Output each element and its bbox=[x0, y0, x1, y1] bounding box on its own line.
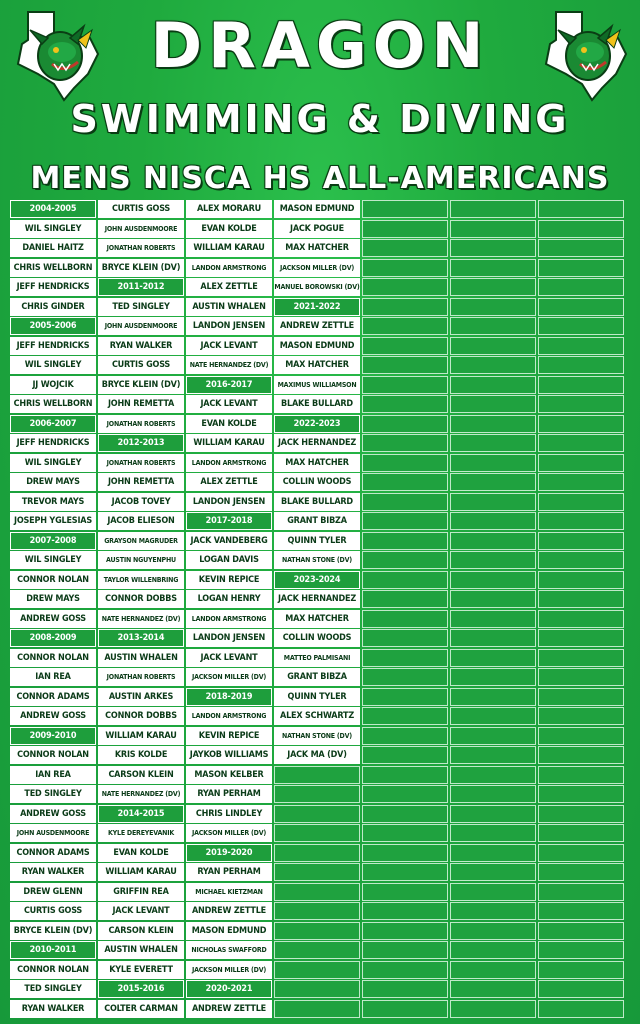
athlete-name: ANDREW GOSS bbox=[10, 610, 96, 628]
empty-slot bbox=[362, 980, 448, 998]
athlete-name: NATHAN STONE (DV) bbox=[274, 727, 360, 745]
athlete-name: JOSEPH YGLESIAS bbox=[10, 512, 96, 530]
empty-slot bbox=[538, 590, 624, 608]
empty-slot bbox=[538, 298, 624, 316]
athlete-name: LANDON JENSEN bbox=[186, 629, 272, 647]
athlete-name: KYLE EVERETT bbox=[98, 961, 184, 979]
empty-slot bbox=[538, 551, 624, 569]
empty-slot bbox=[362, 200, 448, 218]
athlete-name: TAYLOR WILLENBRING bbox=[98, 571, 184, 589]
athlete-name: KEVIN REPICE bbox=[186, 571, 272, 589]
empty-slot bbox=[450, 941, 536, 959]
athlete-name: JACKSON MILLER (DV) bbox=[186, 668, 272, 686]
empty-slot bbox=[362, 883, 448, 901]
empty-slot bbox=[362, 688, 448, 706]
empty-slot bbox=[538, 805, 624, 823]
empty-slot bbox=[538, 434, 624, 452]
empty-slot bbox=[538, 356, 624, 374]
empty-slot bbox=[362, 454, 448, 472]
athlete-name: JACK LEVANT bbox=[186, 649, 272, 667]
athlete-name: AUSTIN NGUYENPHU bbox=[98, 551, 184, 569]
athlete-name: WILLIAM KARAU bbox=[98, 727, 184, 745]
athlete-name: CONNOR ADAMS bbox=[10, 844, 96, 862]
empty-slot bbox=[362, 707, 448, 725]
empty-slot bbox=[538, 863, 624, 881]
empty-slot bbox=[450, 707, 536, 725]
empty-slot bbox=[362, 668, 448, 686]
athlete-name: JOHN AUSDENMOORE bbox=[10, 824, 96, 842]
athlete-name: WIL SINGLEY bbox=[10, 551, 96, 569]
athlete-name: IAN REA bbox=[10, 766, 96, 784]
athlete-name: BRYCE KLEIN (DV) bbox=[10, 922, 96, 940]
empty-slot bbox=[450, 473, 536, 491]
empty-slot bbox=[538, 1000, 624, 1018]
empty-slot bbox=[362, 649, 448, 667]
empty-slot bbox=[450, 239, 536, 257]
empty-slot bbox=[450, 863, 536, 881]
athlete-name: RYAN PERHAM bbox=[186, 863, 272, 881]
empty-slot bbox=[538, 571, 624, 589]
athlete-name: JOHN REMETTA bbox=[98, 473, 184, 491]
empty-slot bbox=[362, 317, 448, 335]
section-heading: MENS NISCA HS ALL-AMERICANS bbox=[30, 161, 610, 196]
athlete-name: BRYCE KLEIN (DV) bbox=[98, 259, 184, 277]
athlete-name: ANDREW ZETTLE bbox=[186, 902, 272, 920]
athlete-name: JACK HERNANDEZ bbox=[274, 590, 360, 608]
athlete-name: JACK LEVANT bbox=[186, 395, 272, 413]
athlete-name: CONNOR NOLAN bbox=[10, 649, 96, 667]
empty-slot bbox=[538, 473, 624, 491]
empty-slot bbox=[538, 317, 624, 335]
season-year-label: 2019-2020 bbox=[186, 844, 272, 862]
athlete-name: GRAYSON MAGRUDER bbox=[98, 532, 184, 550]
empty-slot bbox=[538, 785, 624, 803]
athlete-name: NATHAN STONE (DV) bbox=[274, 551, 360, 569]
athlete-name: CHRIS GINDER bbox=[10, 298, 96, 316]
athlete-name: AUSTIN WHALEN bbox=[98, 649, 184, 667]
athlete-name: JACK MA (DV) bbox=[274, 746, 360, 764]
athlete-name: MASON KELBER bbox=[186, 766, 272, 784]
athlete-name: DANIEL HAITZ bbox=[10, 239, 96, 257]
athlete-name: TREVOR MAYS bbox=[10, 493, 96, 511]
athlete-name: CONNOR NOLAN bbox=[10, 746, 96, 764]
season-year-label: 2004-2005 bbox=[10, 200, 96, 218]
empty-slot bbox=[538, 532, 624, 550]
empty-slot bbox=[362, 337, 448, 355]
athlete-name: CHRIS LINDLEY bbox=[186, 805, 272, 823]
empty-slot bbox=[450, 629, 536, 647]
empty-slot bbox=[450, 902, 536, 920]
athlete-name: JACK LEVANT bbox=[186, 337, 272, 355]
athlete-name: GRIFFIN REA bbox=[98, 883, 184, 901]
athlete-name: JONATHAN ROBERTS bbox=[98, 668, 184, 686]
all-americans-grid bbox=[10, 200, 624, 1019]
athlete-name: IAN REA bbox=[10, 668, 96, 686]
empty-slot bbox=[538, 259, 624, 277]
athlete-name: NATE HERNANDEZ (DV) bbox=[98, 785, 184, 803]
empty-slot bbox=[362, 961, 448, 979]
empty-slot bbox=[450, 454, 536, 472]
season-year-label: 2016-2017 bbox=[186, 376, 272, 394]
season-year-label: 2011-2012 bbox=[98, 278, 184, 296]
athlete-name: LANDON ARMSTRONG bbox=[186, 259, 272, 277]
empty-slot bbox=[538, 746, 624, 764]
empty-slot bbox=[362, 571, 448, 589]
empty-slot bbox=[450, 746, 536, 764]
athlete-name: MAX HATCHER bbox=[274, 454, 360, 472]
empty-slot bbox=[362, 395, 448, 413]
athlete-name: GRANT BIBZA bbox=[274, 668, 360, 686]
athlete-name: COLLIN WOODS bbox=[274, 473, 360, 491]
empty-slot bbox=[538, 844, 624, 862]
athlete-name: MAX HATCHER bbox=[274, 610, 360, 628]
empty-slot bbox=[362, 239, 448, 257]
empty-slot bbox=[362, 376, 448, 394]
empty-slot bbox=[538, 902, 624, 920]
season-year-label: 2022-2023 bbox=[274, 415, 360, 433]
empty-slot bbox=[538, 220, 624, 238]
athlete-name: COLTER CARMAN bbox=[98, 1000, 184, 1018]
empty-slot bbox=[362, 766, 448, 784]
athlete-name: JAYKOB WILLIAMS bbox=[186, 746, 272, 764]
empty-slot bbox=[450, 688, 536, 706]
athlete-name: QUINN TYLER bbox=[274, 532, 360, 550]
empty-slot bbox=[538, 278, 624, 296]
empty-slot bbox=[362, 805, 448, 823]
empty-slot bbox=[362, 941, 448, 959]
empty-slot bbox=[450, 317, 536, 335]
athlete-name: JACOB TOVEY bbox=[98, 493, 184, 511]
athlete-name: ALEX MORARU bbox=[186, 200, 272, 218]
athlete-name: JOHN REMETTA bbox=[98, 395, 184, 413]
athlete-name: JACK VANDEBERG bbox=[186, 532, 272, 550]
athlete-name: KRIS KOLDE bbox=[98, 746, 184, 764]
athlete-name: CONNOR NOLAN bbox=[10, 961, 96, 979]
season-year-label: 2012-2013 bbox=[98, 434, 184, 452]
athlete-name: JOHN AUSDENMOORE bbox=[98, 317, 184, 335]
athlete-name: NATE HERNANDEZ (DV) bbox=[186, 356, 272, 374]
athlete-name: LANDON ARMSTRONG bbox=[186, 610, 272, 628]
athlete-name: CURTIS GOSS bbox=[98, 356, 184, 374]
athlete-name: EVAN KOLDE bbox=[186, 220, 272, 238]
season-year-label: 2005-2006 bbox=[10, 317, 96, 335]
empty-slot bbox=[538, 727, 624, 745]
athlete-name: KYLE DEREYEVANIK bbox=[98, 824, 184, 842]
empty-slot bbox=[450, 337, 536, 355]
athlete-name: RYAN WALKER bbox=[98, 337, 184, 355]
empty-slot bbox=[450, 766, 536, 784]
empty-slot bbox=[538, 376, 624, 394]
athlete-name: MAXIMUS WILLIAMSON bbox=[274, 376, 360, 394]
empty-slot bbox=[450, 571, 536, 589]
athlete-name: AUSTIN WHALEN bbox=[186, 298, 272, 316]
athlete-name: LOGAN DAVIS bbox=[186, 551, 272, 569]
empty-slot bbox=[362, 922, 448, 940]
athlete-name: GRANT BIBZA bbox=[274, 512, 360, 530]
athlete-name: CARSON KLEIN bbox=[98, 766, 184, 784]
season-year-label: 2009-2010 bbox=[10, 727, 96, 745]
athlete-name: CURTIS GOSS bbox=[10, 902, 96, 920]
empty-slot bbox=[362, 785, 448, 803]
empty-slot bbox=[362, 298, 448, 316]
empty-slot bbox=[362, 220, 448, 238]
athlete-name: NATE HERNANDEZ (DV) bbox=[98, 610, 184, 628]
empty-slot bbox=[538, 395, 624, 413]
athlete-name: JONATHAN ROBERTS bbox=[98, 239, 184, 257]
empty-slot bbox=[538, 668, 624, 686]
empty-slot bbox=[274, 824, 360, 842]
athlete-name: CONNOR NOLAN bbox=[10, 571, 96, 589]
athlete-name: BLAKE BULLARD bbox=[274, 395, 360, 413]
season-year-label: 2021-2022 bbox=[274, 298, 360, 316]
athlete-name: MANUEL BOROWSKI (DV) bbox=[274, 278, 360, 296]
empty-slot bbox=[538, 454, 624, 472]
empty-slot bbox=[450, 727, 536, 745]
athlete-name: ALEX ZETTLE bbox=[186, 473, 272, 491]
athlete-name: JACK POGUE bbox=[274, 220, 360, 238]
empty-slot bbox=[538, 980, 624, 998]
athlete-name: ANDREW ZETTLE bbox=[186, 1000, 272, 1018]
empty-slot bbox=[362, 532, 448, 550]
athlete-name: RYAN WALKER bbox=[10, 1000, 96, 1018]
athlete-name: ANDREW GOSS bbox=[10, 707, 96, 725]
empty-slot bbox=[362, 259, 448, 277]
athlete-name: CHRIS WELLBORN bbox=[10, 259, 96, 277]
season-year-label: 2023-2024 bbox=[274, 571, 360, 589]
empty-slot bbox=[450, 668, 536, 686]
page-title: DRAGON bbox=[150, 9, 490, 82]
athlete-name: JONATHAN ROBERTS bbox=[98, 415, 184, 433]
athlete-name: AUSTIN WHALEN bbox=[98, 941, 184, 959]
empty-slot bbox=[450, 980, 536, 998]
season-year-label: 2015-2016 bbox=[98, 980, 184, 998]
page-subtitle: SWIMMING & DIVING bbox=[70, 97, 570, 141]
athlete-name: MATTEO PALMISANI bbox=[274, 649, 360, 667]
empty-slot bbox=[538, 883, 624, 901]
empty-slot bbox=[538, 493, 624, 511]
empty-slot bbox=[362, 902, 448, 920]
athlete-name: LANDON JENSEN bbox=[186, 493, 272, 511]
empty-slot bbox=[362, 434, 448, 452]
athlete-name: RYAN WALKER bbox=[10, 863, 96, 881]
empty-slot bbox=[362, 863, 448, 881]
athlete-name: MASON EDMUND bbox=[274, 200, 360, 218]
empty-slot bbox=[538, 766, 624, 784]
empty-slot bbox=[450, 376, 536, 394]
empty-slot bbox=[450, 1000, 536, 1018]
empty-slot bbox=[450, 298, 536, 316]
empty-slot bbox=[362, 844, 448, 862]
empty-slot bbox=[538, 824, 624, 842]
empty-slot bbox=[450, 200, 536, 218]
empty-slot bbox=[538, 512, 624, 530]
empty-slot bbox=[274, 922, 360, 940]
empty-slot bbox=[274, 785, 360, 803]
athlete-name: CHRIS WELLBORN bbox=[10, 395, 96, 413]
athlete-name: MAX HATCHER bbox=[274, 239, 360, 257]
empty-slot bbox=[362, 746, 448, 764]
empty-slot bbox=[450, 415, 536, 433]
athlete-name: WILLIAM KARAU bbox=[186, 239, 272, 257]
empty-slot bbox=[450, 356, 536, 374]
empty-slot bbox=[538, 415, 624, 433]
empty-slot bbox=[362, 551, 448, 569]
header bbox=[0, 0, 640, 200]
empty-slot bbox=[538, 941, 624, 959]
empty-slot bbox=[274, 980, 360, 998]
empty-slot bbox=[362, 512, 448, 530]
athlete-name: AUSTIN ARKES bbox=[98, 688, 184, 706]
athlete-name: JEFF HENDRICKS bbox=[10, 278, 96, 296]
athlete-name: JACOB ELIESON bbox=[98, 512, 184, 530]
empty-slot bbox=[450, 805, 536, 823]
athlete-name: WIL SINGLEY bbox=[10, 220, 96, 238]
athlete-name: TED SINGLEY bbox=[98, 298, 184, 316]
empty-slot bbox=[538, 649, 624, 667]
empty-slot bbox=[538, 200, 624, 218]
athlete-name: RYAN PERHAM bbox=[186, 785, 272, 803]
empty-slot bbox=[538, 629, 624, 647]
athlete-name: DREW MAYS bbox=[10, 473, 96, 491]
empty-slot bbox=[274, 844, 360, 862]
empty-slot bbox=[362, 824, 448, 842]
empty-slot bbox=[450, 844, 536, 862]
athlete-name: BLAKE BULLARD bbox=[274, 493, 360, 511]
empty-slot bbox=[362, 610, 448, 628]
season-year-label: 2017-2018 bbox=[186, 512, 272, 530]
season-year-label: 2006-2007 bbox=[10, 415, 96, 433]
empty-slot bbox=[450, 590, 536, 608]
athlete-name: JEFF HENDRICKS bbox=[10, 434, 96, 452]
athlete-name: ANDREW GOSS bbox=[10, 805, 96, 823]
empty-slot bbox=[450, 551, 536, 569]
empty-slot bbox=[274, 1000, 360, 1018]
athlete-name: COLLIN WOODS bbox=[274, 629, 360, 647]
empty-slot bbox=[450, 785, 536, 803]
athlete-name: EVAN KOLDE bbox=[98, 844, 184, 862]
athlete-name: JOHN AUSDENMOORE bbox=[98, 220, 184, 238]
athlete-name: DREW MAYS bbox=[10, 590, 96, 608]
athlete-name: KEVIN REPICE bbox=[186, 727, 272, 745]
athlete-name: ALEX ZETTLE bbox=[186, 278, 272, 296]
athlete-name: LANDON ARMSTRONG bbox=[186, 707, 272, 725]
athlete-name: WILLIAM KARAU bbox=[186, 434, 272, 452]
empty-slot bbox=[362, 727, 448, 745]
athlete-name: EVAN KOLDE bbox=[186, 415, 272, 433]
athlete-name: BRYCE KLEIN (DV) bbox=[98, 376, 184, 394]
athlete-name: CONNOR DOBBS bbox=[98, 707, 184, 725]
athlete-name: CONNOR ADAMS bbox=[10, 688, 96, 706]
athlete-name: MASON EDMUND bbox=[274, 337, 360, 355]
athlete-name: JACKSON MILLER (DV) bbox=[274, 259, 360, 277]
athlete-name: DREW GLENN bbox=[10, 883, 96, 901]
athlete-name: MICHAEL KIETZMAN bbox=[186, 883, 272, 901]
athlete-name: QUINN TYLER bbox=[274, 688, 360, 706]
empty-slot bbox=[538, 239, 624, 257]
season-year-label: 2013-2014 bbox=[98, 629, 184, 647]
athlete-name: JACK LEVANT bbox=[98, 902, 184, 920]
empty-slot bbox=[450, 512, 536, 530]
empty-slot bbox=[362, 356, 448, 374]
empty-slot bbox=[362, 473, 448, 491]
athlete-name: WIL SINGLEY bbox=[10, 356, 96, 374]
athlete-name: CARSON KLEIN bbox=[98, 922, 184, 940]
empty-slot bbox=[450, 493, 536, 511]
empty-slot bbox=[274, 941, 360, 959]
athlete-name: TED SINGLEY bbox=[10, 980, 96, 998]
empty-slot bbox=[450, 434, 536, 452]
athlete-name: LOGAN HENRY bbox=[186, 590, 272, 608]
empty-slot bbox=[362, 1000, 448, 1018]
empty-slot bbox=[450, 395, 536, 413]
athlete-name: WIL SINGLEY bbox=[10, 454, 96, 472]
empty-slot bbox=[450, 961, 536, 979]
athlete-name: MASON EDMUND bbox=[186, 922, 272, 940]
empty-slot bbox=[538, 688, 624, 706]
athlete-name: JACK HERNANDEZ bbox=[274, 434, 360, 452]
empty-slot bbox=[450, 649, 536, 667]
athlete-name: CONNOR DOBBS bbox=[98, 590, 184, 608]
empty-slot bbox=[450, 610, 536, 628]
empty-slot bbox=[538, 707, 624, 725]
empty-slot bbox=[450, 220, 536, 238]
empty-slot bbox=[450, 922, 536, 940]
empty-slot bbox=[450, 824, 536, 842]
athlete-name: NICHOLAS SWAFFORD bbox=[186, 941, 272, 959]
athlete-name: WILLIAM KARAU bbox=[98, 863, 184, 881]
empty-slot bbox=[362, 629, 448, 647]
empty-slot bbox=[538, 610, 624, 628]
empty-slot bbox=[362, 590, 448, 608]
empty-slot bbox=[274, 961, 360, 979]
empty-slot bbox=[362, 415, 448, 433]
athlete-name: MAX HATCHER bbox=[274, 356, 360, 374]
empty-slot bbox=[362, 278, 448, 296]
empty-slot bbox=[274, 805, 360, 823]
empty-slot bbox=[538, 961, 624, 979]
empty-slot bbox=[450, 532, 536, 550]
athlete-name: LANDON JENSEN bbox=[186, 317, 272, 335]
empty-slot bbox=[538, 337, 624, 355]
empty-slot bbox=[450, 883, 536, 901]
athlete-name: ANDREW ZETTLE bbox=[274, 317, 360, 335]
athlete-name: JACKSON MILLER (DV) bbox=[186, 824, 272, 842]
season-year-label: 2010-2011 bbox=[10, 941, 96, 959]
season-year-label: 2020-2021 bbox=[186, 980, 272, 998]
athlete-name: LANDON ARMSTRONG bbox=[186, 454, 272, 472]
athlete-name: ALEX SCHWARTZ bbox=[274, 707, 360, 725]
empty-slot bbox=[450, 259, 536, 277]
season-year-label: 2014-2015 bbox=[98, 805, 184, 823]
season-year-label: 2007-2008 bbox=[10, 532, 96, 550]
empty-slot bbox=[274, 863, 360, 881]
season-year-label: 2018-2019 bbox=[186, 688, 272, 706]
athlete-name: CURTIS GOSS bbox=[98, 200, 184, 218]
athlete-name: JONATHAN ROBERTS bbox=[98, 454, 184, 472]
empty-slot bbox=[274, 902, 360, 920]
athlete-name: TED SINGLEY bbox=[10, 785, 96, 803]
athlete-name: JACKSON MILLER (DV) bbox=[186, 961, 272, 979]
athlete-name: JEFF HENDRICKS bbox=[10, 337, 96, 355]
empty-slot bbox=[362, 493, 448, 511]
empty-slot bbox=[274, 766, 360, 784]
empty-slot bbox=[538, 922, 624, 940]
season-year-label: 2008-2009 bbox=[10, 629, 96, 647]
athlete-name: JJ WOJCIK bbox=[10, 376, 96, 394]
empty-slot bbox=[450, 278, 536, 296]
empty-slot bbox=[274, 883, 360, 901]
